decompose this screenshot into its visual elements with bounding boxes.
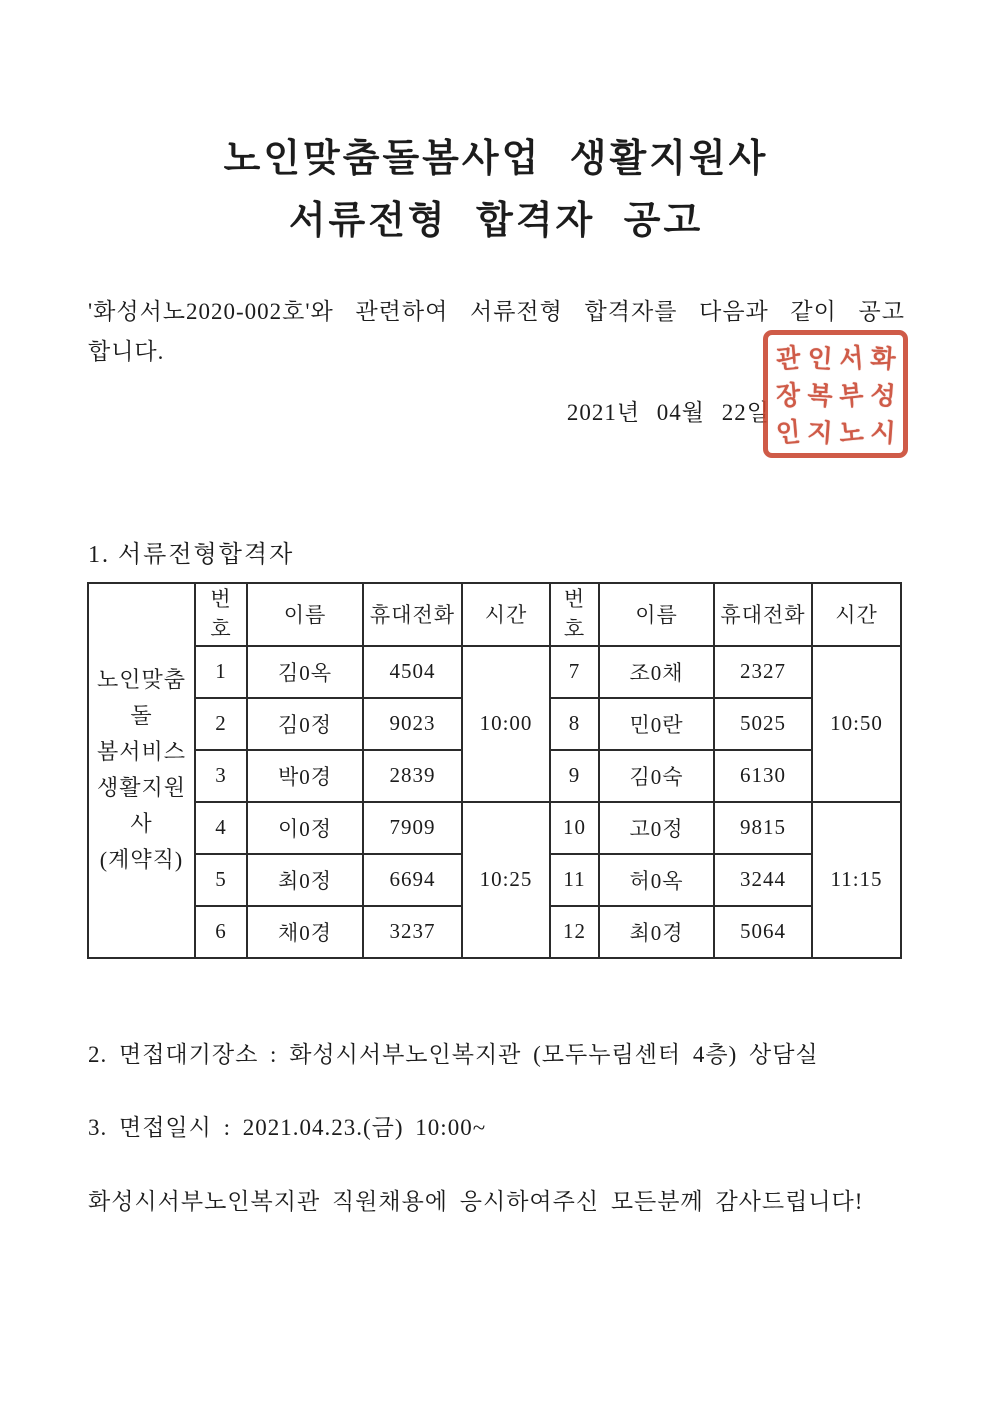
seal-glyph: 시 [869,419,897,449]
row-label-line: 생활지원사 [96,775,186,837]
title-line-2: 서류전형 합격자 공고 [288,200,704,242]
table-row [88,646,901,698]
row-label-line: 노인맞춤돌 [96,667,186,729]
cell-no: 6 [195,906,247,958]
cell-phone: 3244 [714,854,812,906]
cell-no: 5 [195,854,247,906]
cell-time-group1-left: 10:00 [462,646,550,802]
seal-glyph: 성 [869,382,897,411]
official-seal-stamp [763,330,908,458]
intro-line-2: 합니다. [88,339,165,364]
header-name-left: 이름 [247,583,363,646]
cell-no: 11 [550,854,599,906]
cell-no: 10 [550,802,599,854]
cell-phone: 4504 [363,646,462,698]
cell-name: 김0옥 [247,646,363,698]
row-label-line: (계약직) [99,847,184,873]
row-label-line: 봄서비스 [96,739,186,765]
cell-phone: 2839 [363,750,462,802]
seal-glyph: 관 [774,344,802,375]
cell-phone: 5025 [714,698,812,750]
table-row-label [88,583,195,958]
header-time-left: 시간 [462,583,550,646]
cell-phone: 9815 [714,802,812,854]
cell-name: 이0정 [247,802,363,854]
intro-line-1: '화성서노2020-002호'와 관련하여 서류전형 합격자를 다음과 같이 공고 [88,299,905,324]
cell-no: 7 [550,646,599,698]
document-title [0,0,992,240]
cell-name: 박0경 [247,750,363,802]
table-header-row [88,583,901,646]
cell-phone: 6130 [714,750,812,802]
header-time-right: 시간 [812,583,901,646]
cell-phone: 2327 [714,646,812,698]
cell-phone: 9023 [363,698,462,750]
seal-glyph: 서 [838,344,865,375]
header-phone-right: 휴대전화 [714,583,812,646]
seal-glyph: 노 [838,418,865,450]
section-3-text: 3. 면접일시 : 2021.04.23.(금) 10:00~ [88,1114,487,1140]
cell-no: 1 [195,646,247,698]
cell-phone: 7909 [363,802,462,854]
cell-no: 3 [195,750,247,802]
cell-name: 허0옥 [599,854,714,906]
section-1-heading: 1. 서류전형합격자 [88,542,295,568]
header-no-left [195,583,247,646]
cell-no: 8 [550,698,599,750]
cell-name: 김0숙 [599,750,714,802]
closing-text: 화성시서부노인복지관 직원채용에 응시하여주신 모든분께 감사드립니다! [88,1188,864,1214]
seal-glyph: 장 [774,381,802,412]
header-no-label: 번호 [563,587,586,642]
cell-name: 고0정 [599,802,714,854]
cell-time-group1-right: 10:50 [812,646,901,802]
header-phone-left: 휴대전화 [363,583,462,646]
cell-name: 조0채 [599,646,714,698]
seal-glyph: 인 [774,418,802,450]
table-row [88,802,901,854]
title-line-1: 노인맞춤돌봄사업 생활지원사 [223,138,769,180]
cell-phone: 6694 [363,854,462,906]
cell-name: 최0경 [599,906,714,958]
cell-no: 12 [550,906,599,958]
cell-no: 9 [550,750,599,802]
header-name-right: 이름 [599,583,714,646]
cell-no: 4 [195,802,247,854]
issue-date: 2021년 04월 22일 [566,400,770,425]
cell-no: 2 [195,698,247,750]
seal-glyph: 지 [805,419,833,449]
applicants-table [87,582,902,959]
seal-glyph: 복 [805,382,833,411]
cell-time-group2-right: 11:15 [812,802,901,958]
cell-phone: 5064 [714,906,812,958]
cell-name: 채0경 [247,906,363,958]
header-no-right [550,583,599,646]
header-no-label: 번호 [210,587,232,642]
cell-name: 민0란 [599,698,714,750]
cell-name: 최0정 [247,854,363,906]
seal-glyph: 인 [805,344,833,374]
cell-phone: 3237 [363,906,462,958]
seal-glyph: 부 [838,381,865,412]
cell-time-group2-left: 10:25 [462,802,550,958]
section-2-text: 2. 면접대기장소 : 화성시서부노인복지관 (모두누림센터 4층) 상담실 [88,1041,819,1067]
cell-name: 김0정 [247,698,363,750]
seal-glyph: 화 [869,344,897,374]
